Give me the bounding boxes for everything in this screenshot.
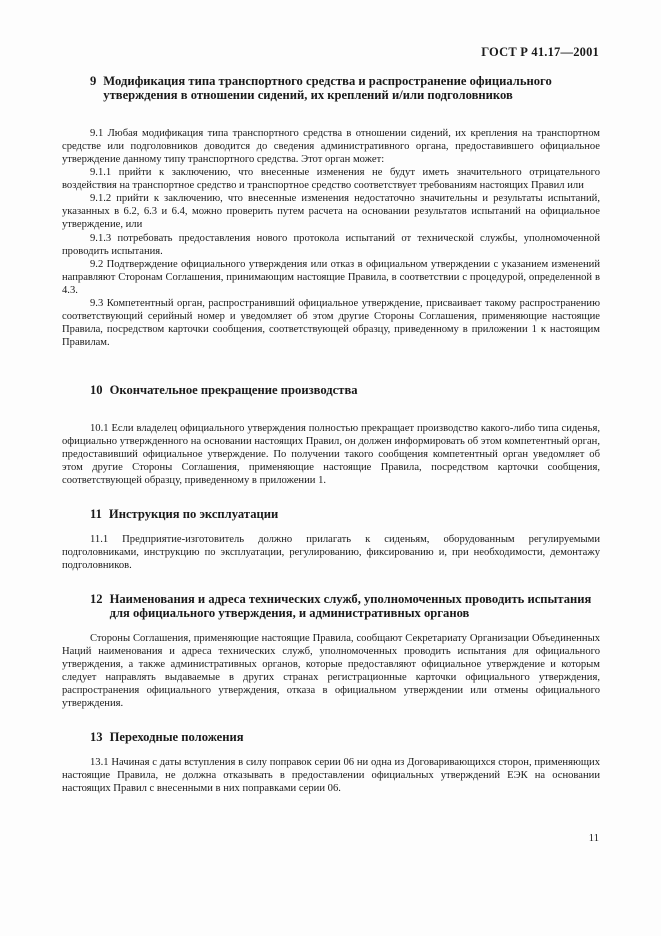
paragraph: 9.3 Компетентный орган, распространивший официальное утверждение, присваивает такому распространению соответствующий серийный номер и уведомляет об этом другие Стороны Соглашения, применяющие настоящие Правила, посредством карточки сообщения, соответствующей образцу, приведенному в приложении 1 к настоящим Правилам. bbox=[62, 298, 600, 349]
section-number: 11 bbox=[90, 507, 102, 522]
section-number: 13 bbox=[90, 730, 103, 745]
section-10-heading bbox=[62, 383, 600, 397]
section-number: 9 bbox=[90, 74, 97, 88]
paragraph: 10.1 Если владелец официального утверждения полностью прекращает производство какого-либо типа сиденья, официально утвержденного на основании настоящих Правил, он должен информировать об этом компетентный орган, предоставивший официальное утверждение. По получении такого сообщения компетентный орган уведомляет об этом другие Стороны Соглашения, применяющие настоящие Правила, посредством карточки сообщения, соответствующей образцу, приведенному в приложении 1. bbox=[62, 422, 600, 487]
section-title: Переходные положения bbox=[109, 730, 244, 745]
paragraph: 9.1.1 прийти к заключению, что внесенные изменения не будут иметь значительного отрицательного воздействия на транспортное средство и транспортное средство соответствует требованиям настоящих Правил или bbox=[62, 167, 600, 192]
paragraph: 9.1 Любая модификация типа транспортного средства в отношении сидений, их крепления на транспортном средстве или подголовников доводится до сведения административного органа, предоставившего официальное утверждение данному типу транспортного средства. Этот орган может: bbox=[62, 127, 600, 165]
section-9-heading bbox=[62, 74, 600, 103]
paragraph: 11.1 Предприятие-изготовитель должно прилагать к сиденьям, оборудованным регулируемыми подголовниками, инструкцию по эксплуатации, регулированию, фиксированию и, при необходимости, демонтажу подголовников. bbox=[62, 533, 600, 571]
paragraph: 13.1 Начиная с даты вступления в силу поправок серии 06 ни одна из Договаривающихся сторон, применяющих настоящие Правила, не должна отказывать в предоставлении официальных утверждений ЕЭК на основании настоящих Правил с внесенными в них поправками серии 06. bbox=[62, 756, 600, 794]
section-11-heading bbox=[62, 507, 600, 521]
document-code: ГОСТ Р 41.17—2001 bbox=[481, 45, 599, 59]
paragraph: 9.2 Подтверждение официального утверждения или отказ в официальном утверждении с указанием изменений направляют Сторонам Соглашения, принимающим настоящие Правила, в соответствии с процедурой, определенной в 4.3. bbox=[62, 258, 600, 296]
section-13-heading bbox=[62, 730, 600, 744]
section-number: 12 bbox=[90, 591, 103, 606]
section-title: Наименования и адреса технических служб, уполномоченных проводить испытания для официального утверждения, и административных органов bbox=[109, 591, 592, 621]
section-number: 10 bbox=[90, 383, 103, 398]
paragraph: 9.1.2 прийти к заключению, что внесенные изменения недостаточно значительны и результаты испытаний, указанных в 6.2, 6.3 и 6.4, можно проверить путем расчета на основании результатов испытаний на официальное утверждение, или bbox=[62, 193, 600, 231]
paragraph: 9.1.3 потребовать предоставления нового протокола испытаний от технической службы, уполномоченной проводить испытания. bbox=[62, 232, 600, 257]
page-number: 11 bbox=[588, 833, 599, 844]
section-title: Модификация типа транспортного средства и распространение официального утверждения в отношении сидений, их креплений и/или подголовников bbox=[103, 74, 552, 103]
section-title: Окончательное прекращение производства bbox=[109, 383, 358, 398]
section-12-heading bbox=[62, 592, 600, 621]
section-title: Инструкция по эксплуатации bbox=[108, 507, 279, 522]
document-body bbox=[62, 74, 600, 795]
paragraph: Стороны Соглашения, применяющие настоящие Правила, сообщают Секретариату Организации Объединенных Наций наименования и адреса технических служб, уполномоченных проводить испытания для официального утверждения, а также административных органов, которые предоставляют официальное утверждение и которым следует направлять выдаваемые в других странах регистрационные карточки официального утверждения, распространения официального утверждения, отказа в официальном утверждении или отмены официального утверждения. bbox=[62, 632, 600, 710]
